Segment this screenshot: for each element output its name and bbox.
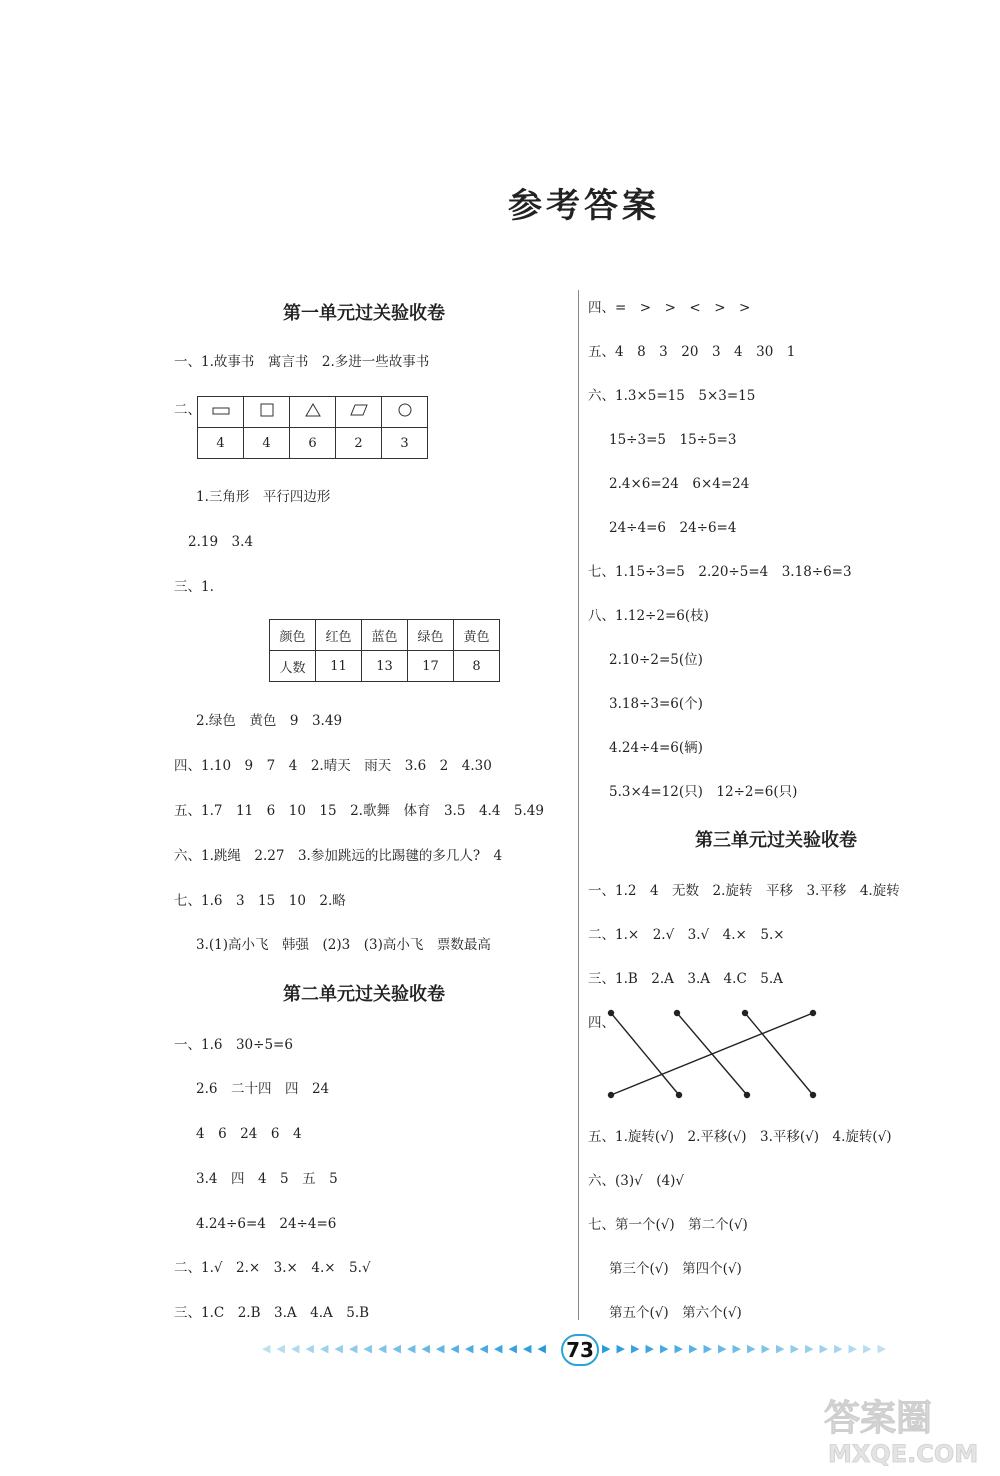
unit3-answer-line: 一、1.2 4 无数 2.旋转 平移 3.平移 4.旋转 <box>588 883 900 899</box>
count-cell: 4 <box>198 428 244 459</box>
unit2-answer-line: 4 6 24 6 4 <box>196 1126 302 1142</box>
header-cell: 颜色 <box>270 620 316 651</box>
right-arrow-icon: ▶ <box>631 1342 640 1355</box>
unit2-answer-line: 2.4×6=24 6×4=24 <box>609 476 750 492</box>
circle-shape-icon <box>382 397 428 428</box>
right-arrow-icon: ▶ <box>761 1342 770 1355</box>
column-divider <box>578 290 579 1320</box>
unit2-answer-line: 5.3×4=12(只) 12÷2=6(只) <box>609 784 798 800</box>
shape-count-table <box>197 396 428 459</box>
right-arrow-icon: ▶ <box>660 1342 669 1355</box>
unit2-answer-line: 4.24÷6=4 24÷4=6 <box>196 1216 337 1232</box>
right-arrow-icon: ▶ <box>848 1342 857 1355</box>
right-arrow-icon: ▶ <box>674 1342 683 1355</box>
unit3-answer-line: 第三个(√) 第四个(√) <box>609 1261 742 1277</box>
left-arrow-icon: ◀ <box>291 1342 300 1355</box>
unit2-answer-line: 一、1.6 30÷5=6 <box>174 1037 293 1053</box>
right-arrow-icon: ▶ <box>616 1342 625 1355</box>
value-cell: 8 <box>454 651 500 682</box>
unit1-answer-line: 2.绿色 黄色 9 3.49 <box>196 713 343 729</box>
unit1-answer-line: 六、1.跳绳 2.27 3.参加跳远的比踢毽的多几人? 4 <box>174 848 503 864</box>
left-arrow-icon: ◀ <box>349 1342 358 1355</box>
header-cell: 绿色 <box>408 620 454 651</box>
unit1-section-2-label: 二、 <box>174 402 201 418</box>
left-arrow-icon: ◀ <box>479 1342 488 1355</box>
svg-text:答案圈: 答案圈 <box>824 1398 933 1439</box>
left-arrow-icon: ◀ <box>334 1342 343 1355</box>
value-cell: 17 <box>408 651 454 682</box>
watermark-logo <box>820 1388 995 1468</box>
unit3-answer-line: 第五个(√) 第六个(√) <box>609 1305 742 1321</box>
left-arrow-icon: ◀ <box>450 1342 459 1355</box>
unit2-answer-line: 15÷3=5 15÷5=3 <box>609 432 737 448</box>
left-arrow-icon: ◀ <box>378 1342 387 1355</box>
right-arrow-icon: ▶ <box>747 1342 756 1355</box>
unit2-answer-line: 2.10÷2=5(位) <box>609 652 703 668</box>
unit2-answer-line: 八、1.12÷2=6(枝) <box>588 608 709 624</box>
left-arrow-icon: ◀ <box>407 1342 416 1355</box>
triangle-shape-icon <box>290 397 336 428</box>
left-arrow-icon: ◀ <box>494 1342 503 1355</box>
left-arrow-icon: ◀ <box>363 1342 372 1355</box>
count-row <box>198 428 428 459</box>
count-cell: 4 <box>244 428 290 459</box>
unit2-answer-line: 2.6 二十四 四 24 <box>196 1081 330 1097</box>
unit3-answer-line: 四、 <box>588 1015 615 1031</box>
unit2-answer-line: 四、= > > < > > <box>588 300 751 316</box>
left-arrow-icon: ◀ <box>508 1342 517 1355</box>
unit2-answer-line: 24÷4=6 24÷6=4 <box>609 520 737 536</box>
right-arrow-icon: ▶ <box>776 1342 785 1355</box>
rectangle-shape-icon <box>198 397 244 428</box>
value-cell: 11 <box>316 651 362 682</box>
left-arrow-icon: ◀ <box>305 1342 314 1355</box>
shape-row <box>198 397 428 428</box>
unit1-title: 第一单元过关验收卷 <box>283 303 445 324</box>
color-header-row <box>270 620 500 651</box>
right-arrow-icon: ▶ <box>689 1342 698 1355</box>
right-arrow-icon: ▶ <box>732 1342 741 1355</box>
unit1-answer-line: 七、1.6 3 15 10 2.略 <box>174 893 346 909</box>
right-arrow-icon: ▶ <box>790 1342 799 1355</box>
unit1-answer-line: 四、1.10 9 7 4 2.晴天 雨天 3.6 2 4.30 <box>174 758 492 774</box>
unit3-answer-line: 三、1.B 2.A 3.A 4.C 5.A <box>588 971 783 987</box>
left-arrow-icon: ◀ <box>276 1342 285 1355</box>
count-cell: 3 <box>382 428 428 459</box>
left-arrow-icon: ◀ <box>262 1342 271 1355</box>
unit3-answer-line: 六、(3)√ (4)√ <box>588 1173 684 1189</box>
unit2-answer-line: 4.24÷4=6(辆) <box>609 740 703 756</box>
unit3-title: 第三单元过关验收卷 <box>695 830 857 851</box>
left-arrow-icon: ◀ <box>421 1342 430 1355</box>
unit2-answer-line: 七、1.15÷3=5 2.20÷5=4 3.18÷6=3 <box>588 564 852 580</box>
left-arrow-icon: ◀ <box>537 1342 546 1355</box>
left-arrow-icon: ◀ <box>465 1342 474 1355</box>
value-cell: 13 <box>362 651 408 682</box>
unit2-answer-line: 六、1.3×5=15 5×3=15 <box>588 388 756 404</box>
unit2-title: 第二单元过关验收卷 <box>283 984 445 1005</box>
right-arrow-icon: ▶ <box>877 1342 886 1355</box>
unit1-answer-line: 一、1.故事书 寓言书 2.多进一些故事书 <box>174 354 430 370</box>
value-cell: 人数 <box>270 651 316 682</box>
unit3-answer-line: 七、第一个(√) 第二个(√) <box>588 1217 748 1233</box>
unit1-answer-line: 1.三角形 平行四边形 <box>196 489 331 505</box>
unit2-answer-line: 3.4 四 4 5 五 5 <box>196 1171 338 1187</box>
right-arrow-icon: ▶ <box>819 1342 828 1355</box>
unit3-answer-line: 五、1.旋转(√) 2.平移(√) 3.平移(√) 4.旋转(√) <box>588 1129 892 1145</box>
unit1-answer-line: 五、1.7 11 6 10 15 2.歌舞 体育 3.5 4.4 5.49 <box>174 803 544 819</box>
right-arrow-icon: ▶ <box>805 1342 814 1355</box>
unit1-answer-line: 三、1. <box>174 579 214 595</box>
left-arrow-icon: ◀ <box>436 1342 445 1355</box>
page-title: 参考答案 <box>508 186 660 226</box>
right-arrow-icon: ▶ <box>602 1342 611 1355</box>
color-value-row <box>270 651 500 682</box>
right-arrow-icon: ▶ <box>863 1342 872 1355</box>
right-arrow-icon: ▶ <box>834 1342 843 1355</box>
color-count-table <box>269 619 500 682</box>
left-arrow-icon: ◀ <box>320 1342 329 1355</box>
unit2-answer-line: 三、1.C 2.B 3.A 4.A 5.B <box>174 1305 370 1321</box>
unit1-answer-line: 2.19 3.4 <box>188 534 254 550</box>
count-cell: 2 <box>336 428 382 459</box>
unit3-answer-line: 二、1.× 2.√ 3.√ 4.× 5.× <box>588 927 785 943</box>
unit2-answer-line: 五、4 8 3 20 3 4 30 1 <box>588 344 796 360</box>
square-shape-icon <box>244 397 290 428</box>
unit1-answer-line: 3.(1)高小飞 韩强 (2)3 (3)高小飞 票数最高 <box>196 937 491 953</box>
header-cell: 蓝色 <box>362 620 408 651</box>
header-cell: 红色 <box>316 620 362 651</box>
right-arrow-icon: ▶ <box>703 1342 712 1355</box>
count-cell: 6 <box>290 428 336 459</box>
right-arrow-icon: ▶ <box>645 1342 654 1355</box>
unit2-answer-line: 3.18÷3=6(个) <box>609 696 703 712</box>
matching-lines-diagram <box>600 1005 830 1100</box>
svg-text:MXQE.COM: MXQE.COM <box>828 1440 979 1468</box>
page-number: 73 <box>561 1334 599 1366</box>
parallelogram-shape-icon <box>336 397 382 428</box>
right-arrow-icon: ▶ <box>718 1342 727 1355</box>
unit2-answer-line: 二、1.√ 2.× 3.× 4.× 5.√ <box>174 1260 371 1276</box>
left-arrow-icon: ◀ <box>392 1342 401 1355</box>
header-cell: 黄色 <box>454 620 500 651</box>
left-arrow-icon: ◀ <box>523 1342 532 1355</box>
